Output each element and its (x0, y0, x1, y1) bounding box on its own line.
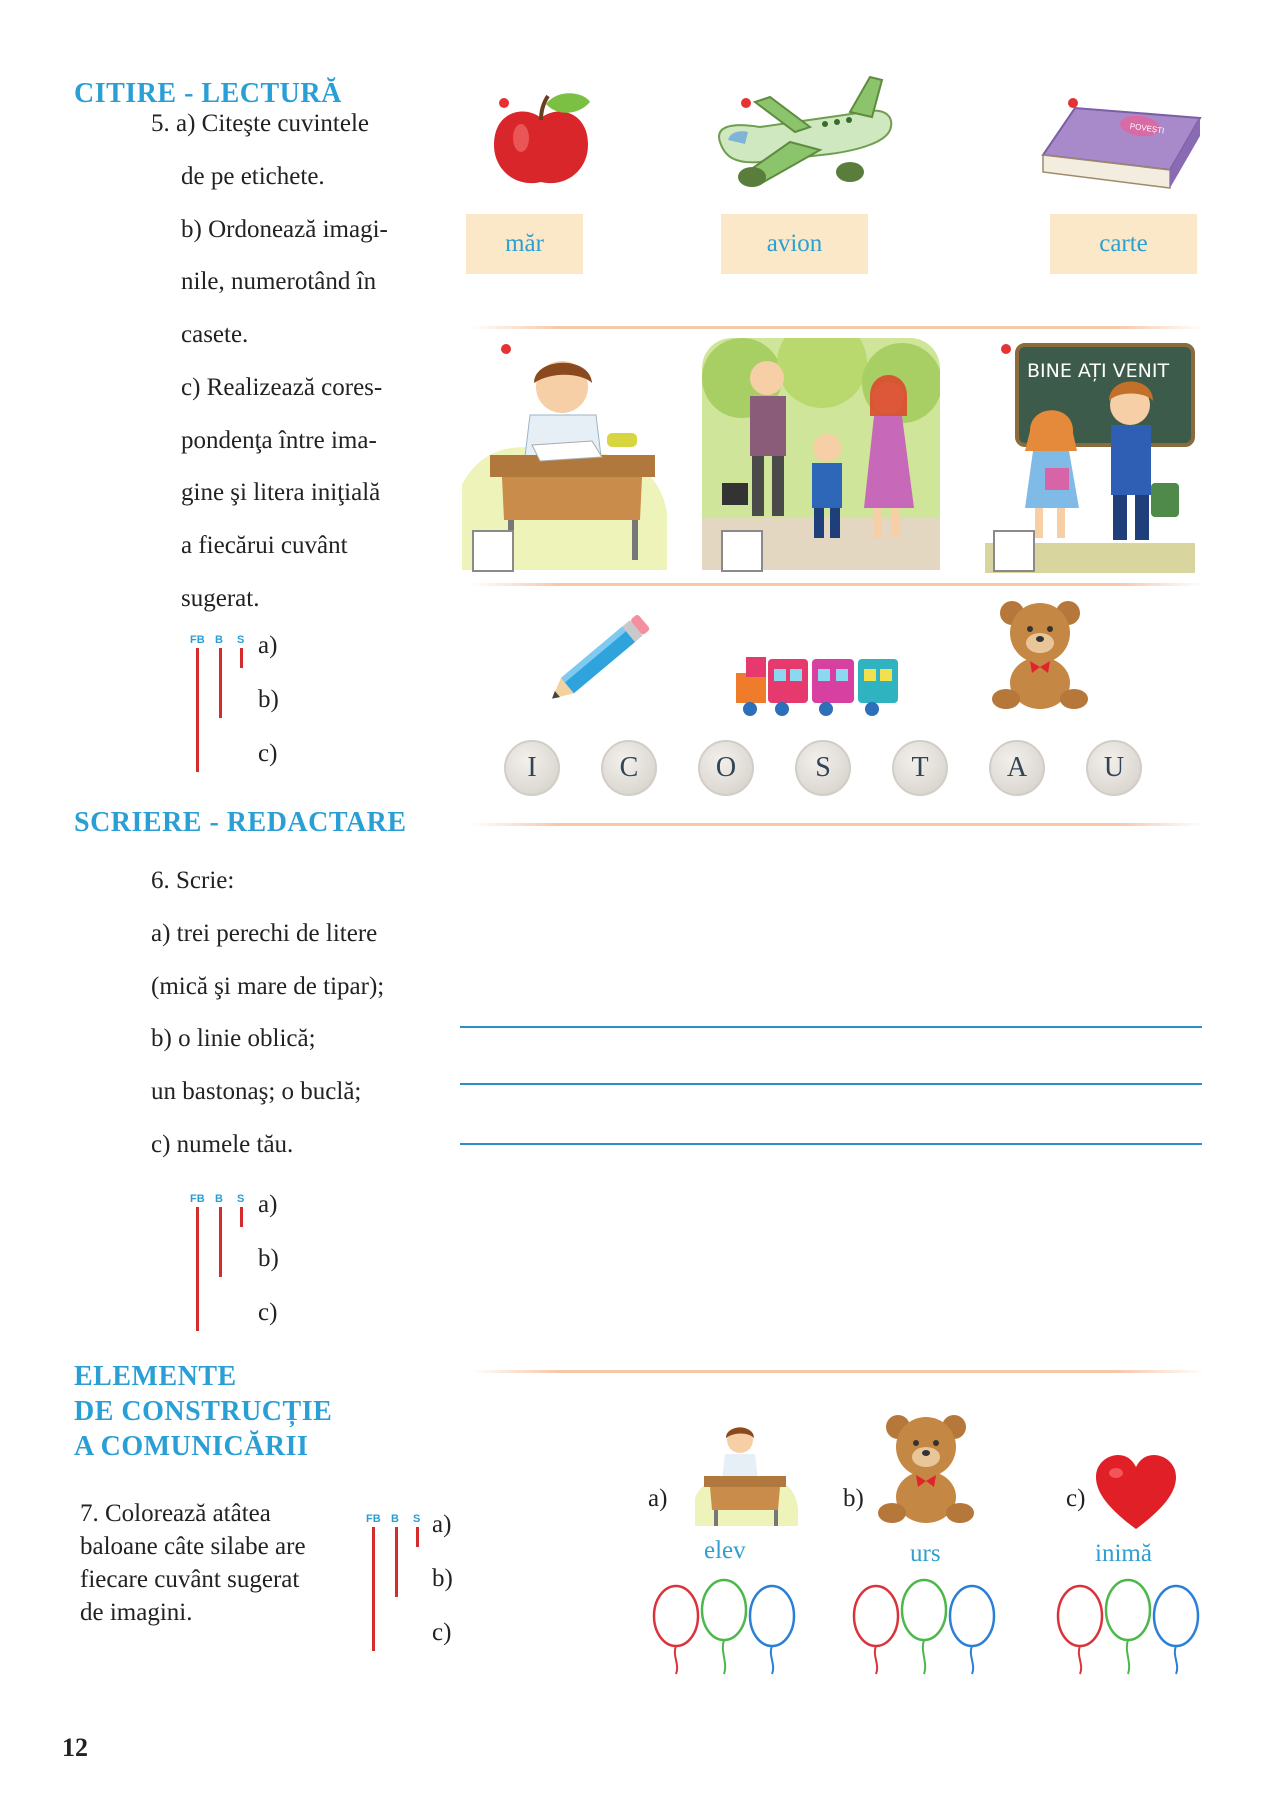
ex7-line-2: baloane câte silabe are (80, 1533, 306, 1560)
scale-item-b: b) (258, 1245, 279, 1272)
scale-item-c: c) (258, 1299, 278, 1326)
scale-fb: FB (366, 1513, 381, 1525)
separator-line (470, 823, 1205, 826)
word-label-book: carte (1050, 214, 1197, 274)
writing-line-3[interactable] (460, 1143, 1202, 1145)
section-title-writing: SCRIERE - REDACTARE (74, 807, 407, 838)
letter-circle[interactable]: T (892, 740, 948, 796)
scale-item-a: a) (258, 1191, 278, 1218)
scale-bar-fb (196, 648, 199, 772)
ex5-line-7: pondenţa între ima- (181, 427, 377, 454)
ex7-item-a-letter: a) (648, 1485, 668, 1512)
page-number: 12 (62, 1733, 88, 1762)
ex5-line-2: de pe etichete. (181, 163, 325, 190)
scale-bar-fb (196, 1207, 199, 1331)
word-label-apple: măr (466, 214, 583, 274)
ex5-line-4: nile, numerotând în (181, 268, 377, 295)
scale-b: B (215, 1193, 223, 1205)
letter-circle[interactable]: C (601, 740, 657, 796)
train-icon (732, 645, 902, 720)
order-checkbox-2[interactable] (721, 530, 763, 572)
ex6-line-2: a) trei perechi de litere (151, 920, 378, 947)
apple-icon (486, 90, 596, 190)
boy-at-desk-icon (690, 1418, 800, 1528)
scale-fb: FB (190, 1193, 205, 1205)
letter-circle[interactable]: S (795, 740, 851, 796)
order-checkbox-3[interactable] (993, 530, 1035, 572)
letter-circle[interactable]: I (504, 740, 560, 796)
scale-bar-s (416, 1527, 419, 1547)
writing-line-1[interactable] (460, 1026, 1202, 1028)
scale-item-a: a) (432, 1511, 452, 1538)
ex7-item-c-letter: c) (1066, 1485, 1086, 1512)
book-cover-text: POVEȘTI (1129, 121, 1165, 136)
section-title-elements-2: DE CONSTRUCȚIE (74, 1396, 333, 1427)
ex5-line-9: a fiecărui cuvânt (181, 532, 348, 559)
ex5-line-6: c) Realizează cores- (181, 374, 383, 401)
ex6-line-6: c) numele tău. (151, 1131, 294, 1158)
balloons-group-b[interactable] (852, 1578, 1000, 1678)
ex7-line-1: 7. Colorează atâtea (80, 1500, 271, 1527)
separator-line (470, 583, 1205, 586)
book-icon (1035, 100, 1205, 200)
writing-line-2[interactable] (460, 1083, 1202, 1085)
airplane-icon (700, 72, 900, 197)
scale-bar-b (219, 1207, 222, 1277)
scale-bar-b (395, 1527, 398, 1597)
separator-line (470, 326, 1205, 329)
balloons-group-a[interactable] (652, 1578, 800, 1678)
section-title-reading: CITIRE - LECTURĂ (74, 78, 342, 109)
ex5-line-3: b) Ordonează imagi- (181, 216, 388, 243)
scale-item-c: c) (258, 740, 278, 767)
ex7-word-b: urs (910, 1540, 941, 1567)
scale-item-b: b) (258, 686, 279, 713)
separator-line (470, 1370, 1205, 1373)
ex5-line-5: casete. (181, 321, 249, 348)
scale-s: S (237, 1193, 245, 1205)
ex7-line-4: de imagini. (80, 1599, 193, 1626)
scale-bar-s (240, 648, 243, 668)
scale-bar-s (240, 1207, 243, 1227)
ex7-item-b-letter: b) (843, 1485, 864, 1512)
ex6-line-3: (mică şi mare de tipar); (151, 973, 385, 1000)
section-title-elements-3: A COMUNICĂRII (74, 1431, 309, 1462)
scale-item-a: a) (258, 632, 278, 659)
scale-item-c: c) (432, 1619, 452, 1646)
ex5-line-8: gine şi litera iniţială (181, 479, 381, 506)
ex7-line-3: fiecare cuvânt sugerat (80, 1566, 300, 1593)
pencil-icon (538, 610, 658, 710)
letter-circle[interactable]: O (698, 740, 754, 796)
balloons-group-c[interactable] (1056, 1578, 1204, 1678)
word-label-plane: avion (721, 214, 868, 274)
ex6-line-1: 6. Scrie: (151, 867, 235, 894)
ex5-line-1: 5. a) Citeşte cuvintele (151, 110, 369, 137)
letter-circle[interactable]: U (1086, 740, 1142, 796)
scale-s: S (413, 1513, 421, 1525)
scale-s: S (237, 634, 245, 646)
teddy-bear-icon (990, 595, 1090, 713)
ex6-line-4: b) o linie oblică; (151, 1025, 316, 1052)
ex7-word-a: elev (704, 1537, 746, 1564)
scale-fb: FB (190, 634, 205, 646)
blackboard-text: BINE AȚI VENIT (1027, 360, 1170, 382)
ex7-word-c: inimă (1095, 1540, 1152, 1567)
scale-bar-fb (372, 1527, 375, 1651)
section-title-elements-1: ELEMENTE (74, 1361, 237, 1392)
heart-icon (1096, 1455, 1176, 1531)
ex5-line-10: sugerat. (181, 585, 260, 612)
order-checkbox-1[interactable] (472, 530, 514, 572)
scale-b: B (391, 1513, 399, 1525)
scale-item-b: b) (432, 1565, 453, 1592)
letter-circle[interactable]: A (989, 740, 1045, 796)
teddy-bear-icon (876, 1408, 976, 1528)
scale-b: B (215, 634, 223, 646)
scale-bar-b (219, 648, 222, 718)
ex6-line-5: un bastonaş; o buclă; (151, 1078, 362, 1105)
